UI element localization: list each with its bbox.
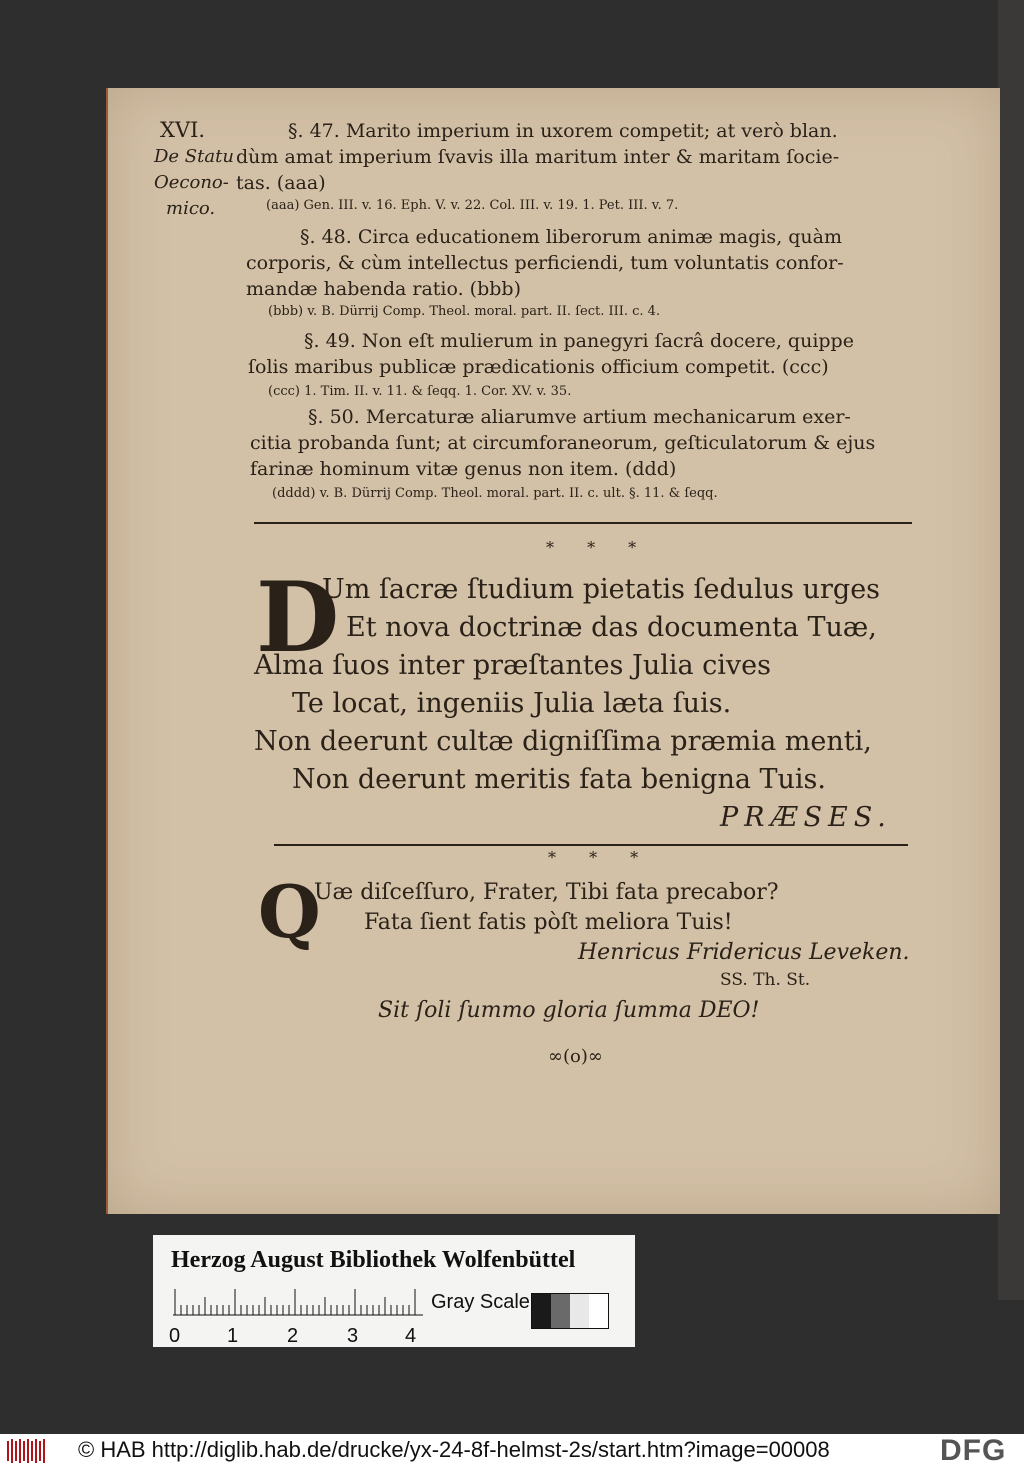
footnote: (ccc) 1. Tim. II. v. 11. & ſeqq. 1. Cor. XV. v. 35.	[268, 384, 572, 399]
author-title: SS. Th. St.	[720, 970, 811, 990]
divider-rule	[254, 522, 912, 524]
signature-praeses: PRÆSES.	[720, 802, 892, 833]
author-signature: Henricus Fridericus Leveken.	[578, 940, 910, 965]
margin-note-line: Oecono-	[154, 172, 229, 193]
margin-note-section: XVI.	[160, 118, 206, 142]
paragraph-line: dùm amat imperium ſvavis illa maritum inter & maritam ſocie-	[236, 146, 840, 168]
paragraph-line: farinæ hominum vitæ genus non item. (ddd)	[250, 458, 677, 480]
poem-line: Um ſacræ ſtudium pietatis ſedulus urges	[322, 574, 881, 605]
library-name: Herzog August Bibliothek Wolfenbüttel	[171, 1247, 576, 1273]
poem-line: Et nova doctrinæ das documenta Tuæ,	[346, 612, 877, 643]
gray-swatch	[589, 1294, 608, 1328]
paragraph-line: §. 49. Non eſt mulierum in panegyri ſacrâ docere, quippe	[304, 330, 854, 352]
gray-scale-label: Gray Scale	[431, 1291, 530, 1313]
poem-line: Non deerunt meritis fata benigna Tuis.	[292, 764, 826, 795]
gray-swatch	[532, 1294, 551, 1328]
adjacent-page-edge	[998, 0, 1024, 1300]
margin-note-line: mico.	[166, 198, 216, 219]
poem-line: Fata ſient fatis pòſt meliora Tuis!	[364, 910, 733, 935]
footnote: (dddd) v. B. Dürrij Comp. Theol. moral. part. II. c. ult. §. 11. & ſeqq.	[272, 486, 718, 501]
scanned-page	[108, 88, 1000, 1214]
gray-swatch	[570, 1294, 589, 1328]
source-link[interactable]: © HAB http://diglib.hab.de/drucke/yx-24-8f-helmst-2s/start.htm?image=00008	[78, 1437, 830, 1462]
ruler-number: 2	[287, 1325, 299, 1347]
footer-bar	[0, 1434, 1024, 1468]
paragraph-line: corporis, & cùm intellectus perficiendi, tum voluntatis confor-	[246, 252, 844, 274]
footnote: (bbb) v. B. Dürrij Comp. Theol. moral. part. II. ſect. III. c. 4.	[268, 304, 661, 319]
ruler-number: 1	[227, 1325, 239, 1347]
paragraph-line: §. 50. Mercaturæ aliarumve artium mechanicarum exer-	[308, 406, 851, 428]
drop-cap: Q	[258, 869, 321, 954]
drop-cap: D	[256, 561, 340, 674]
ruler-scale	[173, 1287, 423, 1317]
asterism: * * *	[548, 848, 653, 867]
poem-line: Non deerunt cultæ digniſſima præmia menti,	[254, 726, 872, 757]
divider-rule	[274, 844, 908, 846]
gray-swatch	[551, 1294, 570, 1328]
ornament: ∞(o)∞	[548, 1046, 603, 1067]
library-label-card	[153, 1235, 635, 1347]
ruler-number: 4	[405, 1325, 417, 1347]
paragraph-line: ſolis maribus publicæ prædicationis officium competit. (ccc)	[248, 356, 829, 378]
asterism: * * *	[546, 538, 651, 557]
poem-line: Uæ diſceſſuro, Frater, Tibi fata precabor?	[314, 880, 779, 905]
paragraph-line: §. 48. Circa educationem liberorum animæ magis, quàm	[300, 226, 843, 248]
paragraph-line: §. 47. Marito imperium in uxorem competit; at verò blan.	[288, 120, 838, 142]
margin-note-line: De Statu	[154, 146, 234, 167]
footnote: (aaa) Gen. III. v. 16. Eph. V. v. 22. Col. III. v. 19. 1. Pet. III. v. 7.	[266, 198, 679, 213]
ruler-number: 0	[169, 1325, 181, 1347]
paragraph-line: citia probanda ſunt; at circumforaneorum, geſticulatorum & ejus	[250, 432, 876, 454]
poem-line: Alma ſuos inter præſtantes Julia cives	[254, 650, 772, 681]
hab-logo-icon	[6, 1438, 46, 1464]
dfg-logo: DFG	[940, 1434, 1007, 1467]
poem-line: Te locat, ingeniis Julia læta ſuis.	[292, 688, 732, 719]
closing-line: Sit ſoli ſummo gloria ſumma DEO!	[378, 998, 760, 1023]
paragraph-line: tas. (aaa)	[236, 172, 326, 194]
ruler-number: 3	[347, 1325, 359, 1347]
gray-scale-swatch	[531, 1293, 609, 1329]
paragraph-line: mandæ habenda ratio. (bbb)	[246, 278, 521, 300]
